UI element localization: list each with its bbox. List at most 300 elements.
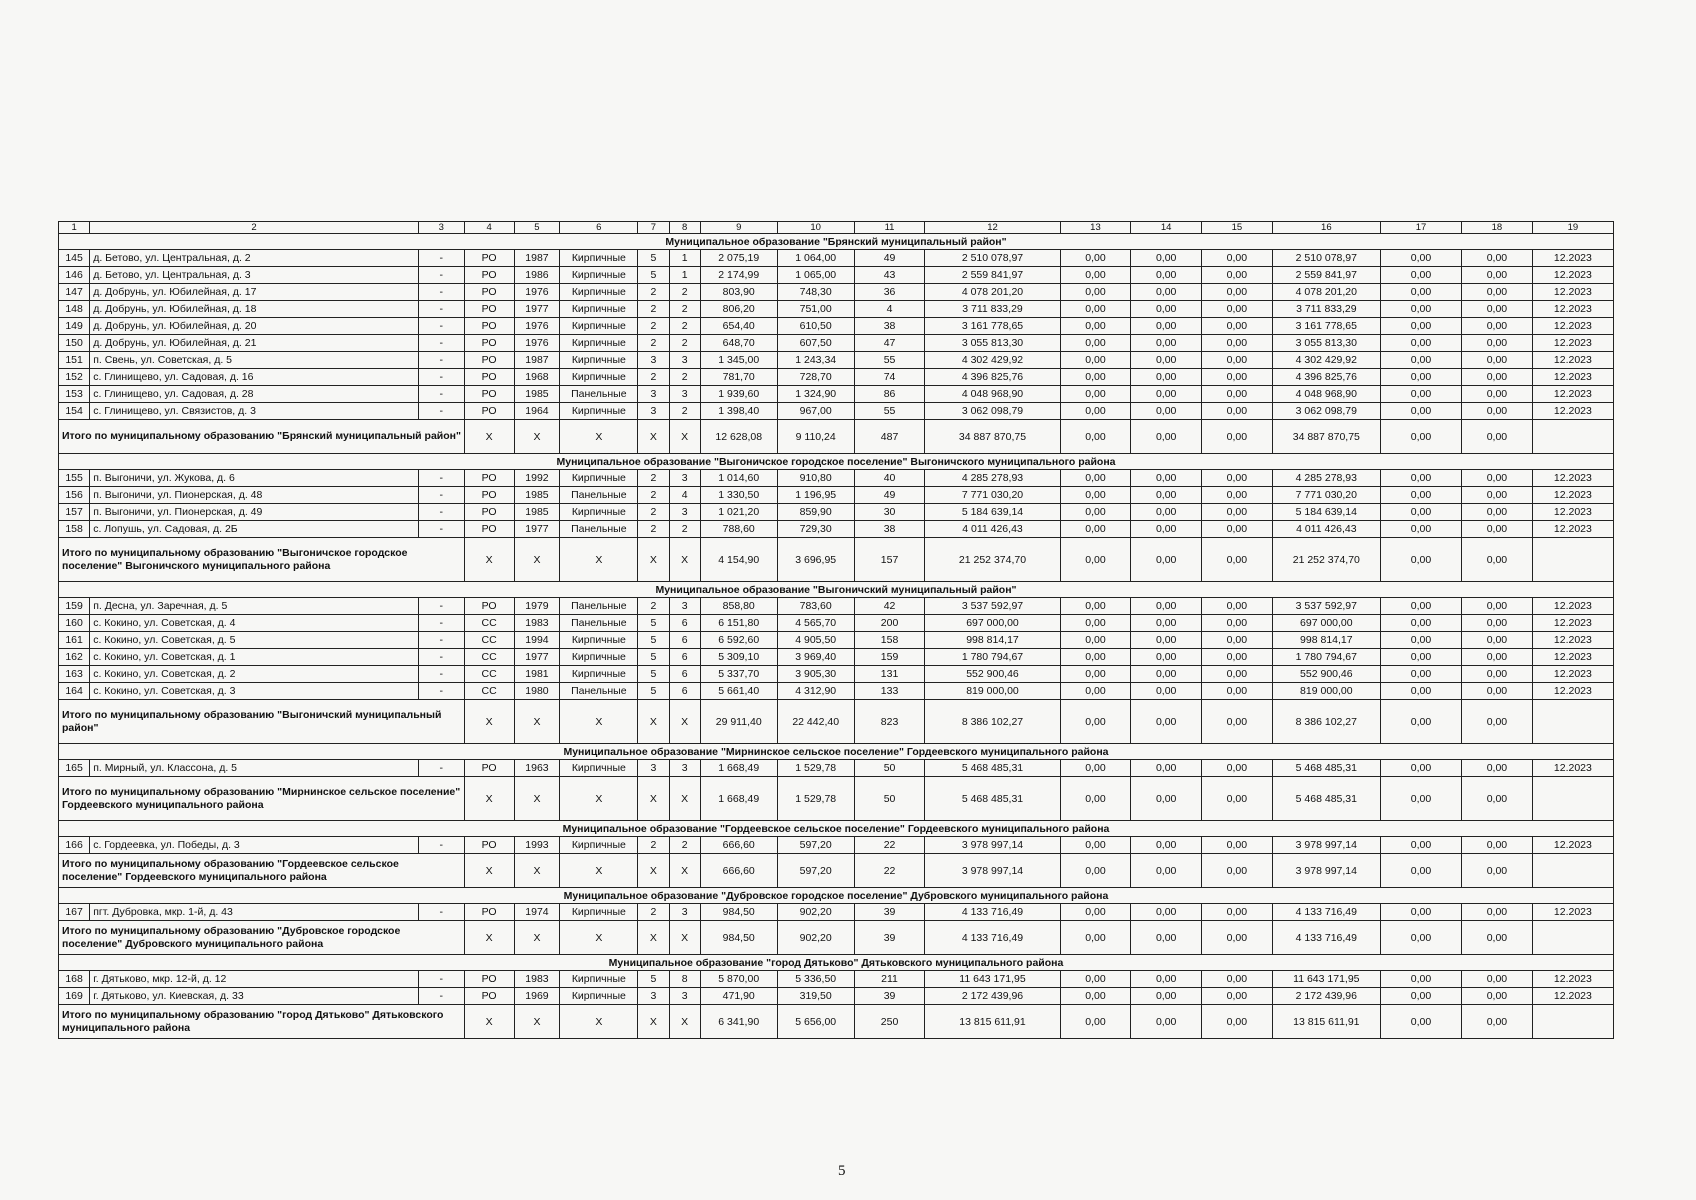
- table-cell: 2: [638, 369, 669, 386]
- table-cell: 0,00: [1131, 250, 1202, 267]
- table-cell: 11 643 171,95: [925, 971, 1060, 988]
- table-cell: 0,00: [1380, 971, 1461, 988]
- total-cell: 3 978 997,14: [925, 854, 1060, 888]
- table-cell: 5 468 485,31: [1272, 760, 1380, 777]
- table-cell: 4: [669, 487, 700, 504]
- table-cell: 200: [854, 615, 925, 632]
- table-cell: 3: [669, 904, 700, 921]
- address-cell: д. Бетово, ул. Центральная, д. 3: [90, 267, 419, 284]
- table-cell: 0,00: [1380, 598, 1461, 615]
- section-header-row: [59, 454, 1614, 470]
- total-cell: 0,00: [1060, 538, 1131, 582]
- table-cell: 47: [854, 335, 925, 352]
- total-cell: X: [514, 854, 560, 888]
- table-cell: -: [418, 318, 464, 335]
- column-number: 10: [777, 222, 854, 234]
- table-cell: СС: [464, 615, 514, 632]
- table-cell: 4 302 429,92: [925, 352, 1060, 369]
- total-cell: 0,00: [1202, 538, 1273, 582]
- column-number: 4: [464, 222, 514, 234]
- table-cell: 0,00: [1131, 904, 1202, 921]
- table-cell: 0,00: [1462, 284, 1533, 301]
- table-cell: 0,00: [1060, 403, 1131, 420]
- table-cell: 0,00: [1462, 335, 1533, 352]
- table-cell: 40: [854, 470, 925, 487]
- table-cell: РО: [464, 988, 514, 1005]
- section-header-row: [59, 234, 1614, 250]
- table-cell: 5: [638, 683, 669, 700]
- table-cell: 169: [59, 988, 90, 1005]
- total-cell: X: [669, 700, 700, 744]
- table-cell: 2: [638, 904, 669, 921]
- total-label: Итого по муниципальному образованию "Брянский муниципальный район": [59, 420, 465, 454]
- table-cell: 5: [638, 250, 669, 267]
- table-cell: 803,90: [700, 284, 777, 301]
- table-cell: РО: [464, 971, 514, 988]
- table-cell: 0,00: [1462, 988, 1533, 1005]
- table-cell: РО: [464, 598, 514, 615]
- total-cell: 0,00: [1462, 1005, 1533, 1039]
- table-row: [59, 632, 1614, 649]
- section-header-row: [59, 744, 1614, 760]
- address-cell: с. Кокино, ул. Советская, д. 5: [90, 632, 419, 649]
- table-cell: 2: [638, 504, 669, 521]
- table-cell: 5 468 485,31: [925, 760, 1060, 777]
- total-cell: X: [669, 921, 700, 955]
- table-cell: 0,00: [1462, 250, 1533, 267]
- table-cell: 3: [669, 386, 700, 403]
- table-cell: 0,00: [1131, 649, 1202, 666]
- total-cell: X: [638, 854, 669, 888]
- table-cell: 12.2023: [1532, 760, 1613, 777]
- table-cell: 729,30: [777, 521, 854, 538]
- column-number: 2: [90, 222, 419, 234]
- total-cell: 9 110,24: [777, 420, 854, 454]
- table-cell: 12.2023: [1532, 318, 1613, 335]
- table-cell: 0,00: [1462, 649, 1533, 666]
- table-cell: 2: [638, 487, 669, 504]
- address-cell: с. Гордеевка, ул. Победы, д. 3: [90, 837, 419, 854]
- table-cell: 471,90: [700, 988, 777, 1005]
- table-cell: 607,50: [777, 335, 854, 352]
- total-cell: 0,00: [1202, 921, 1273, 955]
- address-cell: д. Добрунь, ул. Юбилейная, д. 17: [90, 284, 419, 301]
- table-cell: 49: [854, 250, 925, 267]
- table-cell: 0,00: [1462, 971, 1533, 988]
- total-label: Итого по муниципальному образованию "Выгоничский муниципальный район": [59, 700, 465, 744]
- total-cell: 0,00: [1462, 420, 1533, 454]
- table-cell: 0,00: [1202, 988, 1273, 1005]
- table-cell: 12.2023: [1532, 403, 1613, 420]
- table-cell: -: [418, 598, 464, 615]
- total-cell: 0,00: [1202, 700, 1273, 744]
- total-cell: 21 252 374,70: [925, 538, 1060, 582]
- section-title: Муниципальное образование "город Дятьково" Дятьковского муниципального района: [59, 955, 1614, 971]
- table-cell: 3 711 833,29: [925, 301, 1060, 318]
- total-cell: X: [464, 777, 514, 821]
- table-cell: 3: [669, 760, 700, 777]
- table-cell: Панельные: [560, 683, 638, 700]
- table-cell: 1964: [514, 403, 560, 420]
- table-cell: 0,00: [1202, 403, 1273, 420]
- table-cell: 4 011 426,43: [1272, 521, 1380, 538]
- table-cell: 0,00: [1131, 971, 1202, 988]
- table-cell: Кирпичные: [560, 470, 638, 487]
- table-cell: 0,00: [1060, 470, 1131, 487]
- table-cell: 0,00: [1462, 760, 1533, 777]
- table-cell: 12.2023: [1532, 301, 1613, 318]
- total-cell: [1532, 420, 1613, 454]
- total-cell: 3 978 997,14: [1272, 854, 1380, 888]
- table-cell: 0,00: [1131, 683, 1202, 700]
- table-cell: 4 396 825,76: [1272, 369, 1380, 386]
- table-cell: 153: [59, 386, 90, 403]
- total-cell: X: [464, 921, 514, 955]
- total-row: [59, 700, 1614, 744]
- table-cell: 55: [854, 403, 925, 420]
- table-cell: 654,40: [700, 318, 777, 335]
- table-cell: РО: [464, 504, 514, 521]
- table-cell: 160: [59, 615, 90, 632]
- table-cell: -: [418, 632, 464, 649]
- table-cell: 0,00: [1380, 301, 1461, 318]
- table-cell: 5 309,10: [700, 649, 777, 666]
- table-cell: 0,00: [1060, 335, 1131, 352]
- total-cell: 0,00: [1131, 420, 1202, 454]
- column-number: 19: [1532, 222, 1613, 234]
- table-cell: 3 062 098,79: [1272, 403, 1380, 420]
- total-cell: 0,00: [1462, 777, 1533, 821]
- table-cell: 0,00: [1060, 904, 1131, 921]
- total-cell: 0,00: [1380, 777, 1461, 821]
- table-cell: -: [418, 649, 464, 666]
- table-cell: 1 780 794,67: [1272, 649, 1380, 666]
- table-cell: -: [418, 470, 464, 487]
- table-cell: 0,00: [1462, 504, 1533, 521]
- table-cell: 0,00: [1060, 598, 1131, 615]
- table-cell: 3: [638, 352, 669, 369]
- table-cell: 5 337,70: [700, 666, 777, 683]
- total-cell: 34 887 870,75: [1272, 420, 1380, 454]
- total-label: Итого по муниципальному образованию "Мирнинское сельское поселение" Гордеевского муниципального района: [59, 777, 465, 821]
- table-cell: 39: [854, 988, 925, 1005]
- table-cell: 0,00: [1060, 649, 1131, 666]
- table-cell: 859,90: [777, 504, 854, 521]
- table-cell: 967,00: [777, 403, 854, 420]
- table-row: [59, 352, 1614, 369]
- total-cell: X: [638, 700, 669, 744]
- table-cell: 4: [854, 301, 925, 318]
- address-cell: с. Лопушь, ул. Садовая, д. 2Б: [90, 521, 419, 538]
- table-cell: Кирпичные: [560, 504, 638, 521]
- table-cell: 2: [638, 284, 669, 301]
- table-cell: Кирпичные: [560, 837, 638, 854]
- table-cell: 0,00: [1131, 403, 1202, 420]
- table-cell: 1 064,00: [777, 250, 854, 267]
- section-title: Муниципальное образование "Дубровское городское поселение" Дубровского муниципального района: [59, 888, 1614, 904]
- table-cell: 0,00: [1060, 521, 1131, 538]
- total-cell: 902,20: [777, 921, 854, 955]
- table-cell: 12.2023: [1532, 649, 1613, 666]
- table-cell: 42: [854, 598, 925, 615]
- total-label: Итого по муниципальному образованию "Гордеевское сельское поселение" Гордеевского муниципального района: [59, 854, 465, 888]
- table-cell: 3 161 778,65: [925, 318, 1060, 335]
- table-row: [59, 971, 1614, 988]
- table-cell: 666,60: [700, 837, 777, 854]
- table-cell: 2: [638, 301, 669, 318]
- table-cell: 3: [638, 386, 669, 403]
- total-cell: 0,00: [1131, 538, 1202, 582]
- table-cell: 12.2023: [1532, 904, 1613, 921]
- table-cell: Кирпичные: [560, 904, 638, 921]
- table-cell: 12.2023: [1532, 683, 1613, 700]
- total-cell: X: [464, 538, 514, 582]
- table-cell: 4 011 426,43: [925, 521, 1060, 538]
- table-cell: 0,00: [1380, 318, 1461, 335]
- total-cell: 0,00: [1202, 854, 1273, 888]
- section-title: Муниципальное образование "Выгоничский муниципальный район": [59, 582, 1614, 598]
- table-cell: Кирпичные: [560, 318, 638, 335]
- table-cell: Кирпичные: [560, 284, 638, 301]
- table-cell: 1 324,90: [777, 386, 854, 403]
- table-cell: -: [418, 666, 464, 683]
- table-cell: 3: [669, 352, 700, 369]
- total-row: [59, 777, 1614, 821]
- section-header-row: [59, 888, 1614, 904]
- table-cell: -: [418, 904, 464, 921]
- table-cell: 3 711 833,29: [1272, 301, 1380, 318]
- table-cell: 0,00: [1060, 504, 1131, 521]
- table-cell: РО: [464, 403, 514, 420]
- total-cell: 21 252 374,70: [1272, 538, 1380, 582]
- table-cell: 1968: [514, 369, 560, 386]
- total-cell: 0,00: [1380, 1005, 1461, 1039]
- table-cell: Кирпичные: [560, 267, 638, 284]
- total-cell: 0,00: [1131, 1005, 1202, 1039]
- table-cell: -: [418, 250, 464, 267]
- address-cell: с. Глинищево, ул. Садовая, д. 28: [90, 386, 419, 403]
- table-cell: 5: [638, 615, 669, 632]
- total-label: Итого по муниципальному образованию "Выгоничское городское поселение" Выгоничского муниципального района: [59, 538, 465, 582]
- table-cell: 3: [638, 403, 669, 420]
- total-cell: 0,00: [1462, 700, 1533, 744]
- table-cell: 0,00: [1202, 335, 1273, 352]
- section-title: Муниципальное образование "Брянский муниципальный район": [59, 234, 1614, 250]
- total-cell: 0,00: [1131, 854, 1202, 888]
- table-cell: 154: [59, 403, 90, 420]
- table-cell: Кирпичные: [560, 760, 638, 777]
- table-cell: 1 196,95: [777, 487, 854, 504]
- table-cell: 0,00: [1060, 301, 1131, 318]
- table-cell: -: [418, 284, 464, 301]
- total-cell: 0,00: [1462, 854, 1533, 888]
- table-cell: 12.2023: [1532, 386, 1613, 403]
- table-cell: 0,00: [1202, 504, 1273, 521]
- table-cell: 12.2023: [1532, 598, 1613, 615]
- table-cell: 3 905,30: [777, 666, 854, 683]
- table-cell: 1976: [514, 284, 560, 301]
- table-cell: 1993: [514, 837, 560, 854]
- table-cell: Кирпичные: [560, 632, 638, 649]
- total-cell: 8 386 102,27: [925, 700, 1060, 744]
- table-row: [59, 267, 1614, 284]
- table-cell: 1985: [514, 504, 560, 521]
- table-cell: Кирпичные: [560, 666, 638, 683]
- table-cell: 1 780 794,67: [925, 649, 1060, 666]
- table-cell: 858,80: [700, 598, 777, 615]
- table-cell: 12.2023: [1532, 521, 1613, 538]
- table-cell: 2: [669, 521, 700, 538]
- table-cell: 157: [59, 504, 90, 521]
- total-cell: 13 815 611,91: [1272, 1005, 1380, 1039]
- table-cell: 984,50: [700, 904, 777, 921]
- table-cell: 0,00: [1202, 301, 1273, 318]
- table-row: [59, 649, 1614, 666]
- address-cell: г. Дятьково, мкр. 12-й, д. 12: [90, 971, 419, 988]
- section-header-row: [59, 821, 1614, 837]
- total-label: Итого по муниципальному образованию "город Дятьково" Дятьковского муниципального района: [59, 1005, 465, 1039]
- table-cell: 0,00: [1462, 904, 1533, 921]
- table-cell: 2 510 078,97: [1272, 250, 1380, 267]
- table-cell: 0,00: [1380, 504, 1461, 521]
- table-cell: 0,00: [1202, 615, 1273, 632]
- table-cell: 781,70: [700, 369, 777, 386]
- table-cell: -: [418, 352, 464, 369]
- table-cell: 1983: [514, 971, 560, 988]
- column-number: 9: [700, 222, 777, 234]
- table-cell: 783,60: [777, 598, 854, 615]
- table-cell: 0,00: [1202, 649, 1273, 666]
- table-cell: 1 529,78: [777, 760, 854, 777]
- table-cell: 4 565,70: [777, 615, 854, 632]
- table-row: [59, 615, 1614, 632]
- table-cell: 2 559 841,97: [1272, 267, 1380, 284]
- table-cell: 166: [59, 837, 90, 854]
- total-cell: 666,60: [700, 854, 777, 888]
- table-cell: 152: [59, 369, 90, 386]
- table-cell: 1994: [514, 632, 560, 649]
- table-cell: -: [418, 403, 464, 420]
- column-number: 16: [1272, 222, 1380, 234]
- table-cell: 0,00: [1131, 598, 1202, 615]
- table-cell: РО: [464, 369, 514, 386]
- table-cell: 0,00: [1380, 683, 1461, 700]
- total-cell: 22: [854, 854, 925, 888]
- table-cell: 0,00: [1202, 632, 1273, 649]
- table-cell: 4 396 825,76: [925, 369, 1060, 386]
- total-cell: 0,00: [1131, 921, 1202, 955]
- table-cell: 0,00: [1131, 837, 1202, 854]
- table-cell: РО: [464, 487, 514, 504]
- table-cell: 1986: [514, 267, 560, 284]
- table-cell: 0,00: [1131, 666, 1202, 683]
- total-cell: 0,00: [1060, 777, 1131, 821]
- table-cell: Кирпичные: [560, 301, 638, 318]
- total-cell: 0,00: [1380, 854, 1461, 888]
- table-cell: 0,00: [1462, 487, 1533, 504]
- table-cell: 0,00: [1131, 386, 1202, 403]
- table-cell: 12.2023: [1532, 284, 1613, 301]
- address-cell: д. Добрунь, ул. Юбилейная, д. 21: [90, 335, 419, 352]
- table-cell: РО: [464, 760, 514, 777]
- table-cell: 6: [669, 666, 700, 683]
- table-row: [59, 301, 1614, 318]
- table-cell: 8: [669, 971, 700, 988]
- page-number: 5: [838, 1163, 846, 1179]
- table-cell: 211: [854, 971, 925, 988]
- total-cell: 4 154,90: [700, 538, 777, 582]
- total-cell: 5 468 485,31: [1272, 777, 1380, 821]
- table-cell: Кирпичные: [560, 369, 638, 386]
- table-cell: 1985: [514, 386, 560, 403]
- table-cell: 0,00: [1380, 335, 1461, 352]
- total-cell: 34 887 870,75: [925, 420, 1060, 454]
- table-cell: СС: [464, 666, 514, 683]
- total-cell: 0,00: [1060, 854, 1131, 888]
- table-cell: 610,50: [777, 318, 854, 335]
- total-cell: 0,00: [1462, 921, 1533, 955]
- total-cell: X: [638, 777, 669, 821]
- table-cell: 158: [854, 632, 925, 649]
- table-cell: 0,00: [1380, 250, 1461, 267]
- table-cell: РО: [464, 301, 514, 318]
- address-cell: пгт. Дубровка, мкр. 1-й, д. 43: [90, 904, 419, 921]
- table-cell: 151: [59, 352, 90, 369]
- table-cell: 2: [669, 284, 700, 301]
- table-cell: 1 021,20: [700, 504, 777, 521]
- table-cell: 0,00: [1060, 683, 1131, 700]
- table-cell: 0,00: [1131, 988, 1202, 1005]
- total-cell: 487: [854, 420, 925, 454]
- total-cell: X: [560, 777, 638, 821]
- table-cell: 6: [669, 649, 700, 666]
- table-row: [59, 988, 1614, 1005]
- table-cell: 0,00: [1060, 267, 1131, 284]
- table-cell: 0,00: [1060, 318, 1131, 335]
- table-row: [59, 335, 1614, 352]
- column-number: 1: [59, 222, 90, 234]
- total-cell: X: [464, 700, 514, 744]
- table-cell: 165: [59, 760, 90, 777]
- table-cell: 1 243,34: [777, 352, 854, 369]
- table-cell: 0,00: [1060, 615, 1131, 632]
- table-cell: 12.2023: [1532, 632, 1613, 649]
- table-cell: 2: [638, 521, 669, 538]
- table-cell: РО: [464, 284, 514, 301]
- table-cell: 1974: [514, 904, 560, 921]
- total-cell: X: [560, 854, 638, 888]
- table-cell: 0,00: [1202, 250, 1273, 267]
- table-row: [59, 683, 1614, 700]
- table-cell: 163: [59, 666, 90, 683]
- table-cell: 2 510 078,97: [925, 250, 1060, 267]
- table-cell: 4 048 968,90: [1272, 386, 1380, 403]
- table-cell: -: [418, 487, 464, 504]
- table-cell: 319,50: [777, 988, 854, 1005]
- total-cell: X: [669, 777, 700, 821]
- total-cell: X: [514, 700, 560, 744]
- table-cell: 1977: [514, 301, 560, 318]
- table-cell: 788,60: [700, 521, 777, 538]
- section-title: Муниципальное образование "Гордеевское сельское поселение" Гордеевского муниципального района: [59, 821, 1614, 837]
- table-cell: 0,00: [1380, 352, 1461, 369]
- total-cell: 0,00: [1202, 777, 1273, 821]
- table-cell: 3 537 592,97: [1272, 598, 1380, 615]
- table-cell: 5: [638, 632, 669, 649]
- table-cell: 12.2023: [1532, 988, 1613, 1005]
- table-cell: 0,00: [1462, 683, 1533, 700]
- table-cell: 5: [638, 649, 669, 666]
